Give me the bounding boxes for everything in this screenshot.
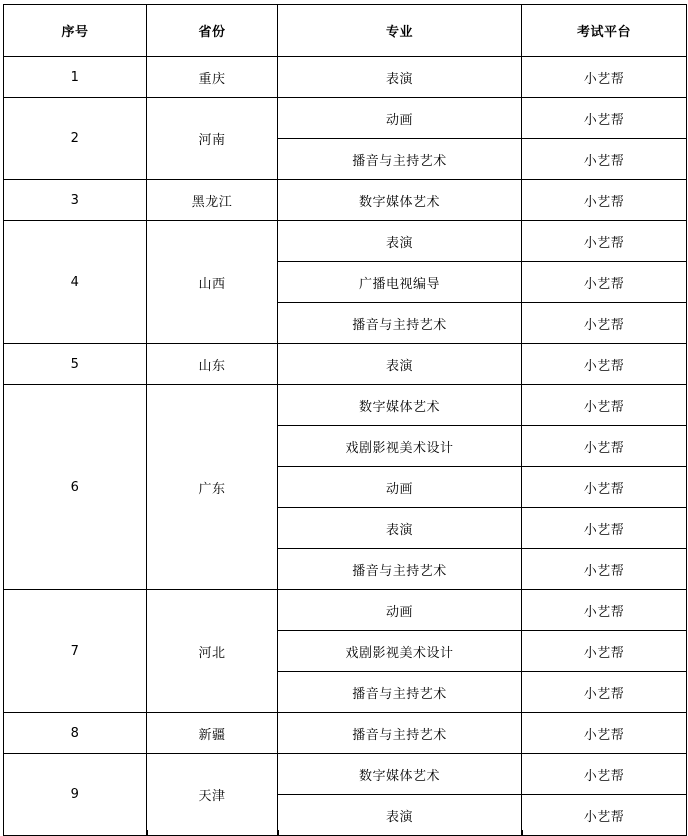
cell-province: 山东 (147, 344, 278, 385)
cell-major: 播音与主持艺术 (278, 303, 522, 344)
continuation-divider (522, 830, 523, 835)
table-header (4, 5, 687, 57)
table-row (4, 385, 687, 426)
header-platform: 考试平台 (522, 5, 687, 57)
cell-platform: 小艺帮 (522, 98, 687, 139)
cell-no: 4 (4, 221, 147, 344)
cell-major: 播音与主持艺术 (278, 713, 522, 754)
cell-platform: 小艺帮 (522, 344, 687, 385)
table-row (4, 590, 687, 631)
cell-no: 3 (4, 180, 147, 221)
cell-province: 山西 (147, 221, 278, 344)
exam-platform-table (3, 4, 687, 836)
cell-no: 8 (4, 713, 147, 754)
cell-platform: 小艺帮 (522, 754, 687, 795)
cell-major: 数字媒体艺术 (278, 754, 522, 795)
cell-no: 1 (4, 57, 147, 98)
cell-platform: 小艺帮 (522, 57, 687, 98)
cell-platform: 小艺帮 (522, 303, 687, 344)
cell-no: 5 (4, 344, 147, 385)
cell-province: 黑龙江 (147, 180, 278, 221)
table-row (4, 180, 687, 221)
cell-no: 7 (4, 590, 147, 713)
cell-province: 重庆 (147, 57, 278, 98)
cell-major: 广播电视编导 (278, 262, 522, 303)
cell-province: 河南 (147, 98, 278, 180)
cell-platform: 小艺帮 (522, 385, 687, 426)
cell-major: 播音与主持艺术 (278, 549, 522, 590)
cell-platform: 小艺帮 (522, 180, 687, 221)
cell-major: 表演 (278, 57, 522, 98)
cell-platform: 小艺帮 (522, 631, 687, 672)
cell-platform: 小艺帮 (522, 590, 687, 631)
cell-platform: 小艺帮 (522, 139, 687, 180)
cell-major: 动画 (278, 467, 522, 508)
cell-major: 戏剧影视美术设计 (278, 426, 522, 467)
table-row (4, 57, 687, 98)
cell-no: 2 (4, 98, 147, 180)
table-row (4, 221, 687, 262)
cell-no: 6 (4, 385, 147, 590)
header-no: 序号 (4, 5, 147, 57)
cell-platform: 小艺帮 (522, 262, 687, 303)
cell-platform: 小艺帮 (522, 713, 687, 754)
header-major: 专业 (278, 5, 522, 57)
cell-platform: 小艺帮 (522, 795, 687, 836)
cell-major: 动画 (278, 98, 522, 139)
cell-major: 数字媒体艺术 (278, 385, 522, 426)
table-body (4, 57, 687, 836)
cell-major: 表演 (278, 795, 522, 836)
cell-province: 河北 (147, 590, 278, 713)
cell-major: 表演 (278, 221, 522, 262)
cell-no: 9 (4, 754, 147, 836)
table-row (4, 713, 687, 754)
cell-major: 表演 (278, 508, 522, 549)
cell-platform: 小艺帮 (522, 549, 687, 590)
cell-major: 戏剧影视美术设计 (278, 631, 522, 672)
cell-platform: 小艺帮 (522, 467, 687, 508)
table-continuation (3, 830, 686, 835)
cell-major: 数字媒体艺术 (278, 180, 522, 221)
cell-platform: 小艺帮 (522, 426, 687, 467)
header-province: 省份 (147, 5, 278, 57)
cell-major: 播音与主持艺术 (278, 139, 522, 180)
cell-province: 广东 (147, 385, 278, 590)
continuation-divider (278, 830, 279, 835)
cell-major: 动画 (278, 590, 522, 631)
cell-platform: 小艺帮 (522, 508, 687, 549)
continuation-divider (686, 830, 687, 835)
cell-platform: 小艺帮 (522, 221, 687, 262)
cell-major: 播音与主持艺术 (278, 672, 522, 713)
header-row (4, 5, 687, 57)
cell-province: 新疆 (147, 713, 278, 754)
table-row (4, 754, 687, 795)
table-row (4, 344, 687, 385)
cell-platform: 小艺帮 (522, 672, 687, 713)
continuation-divider (147, 830, 148, 835)
table-row (4, 98, 687, 139)
cell-major: 表演 (278, 344, 522, 385)
cell-province: 天津 (147, 754, 278, 836)
